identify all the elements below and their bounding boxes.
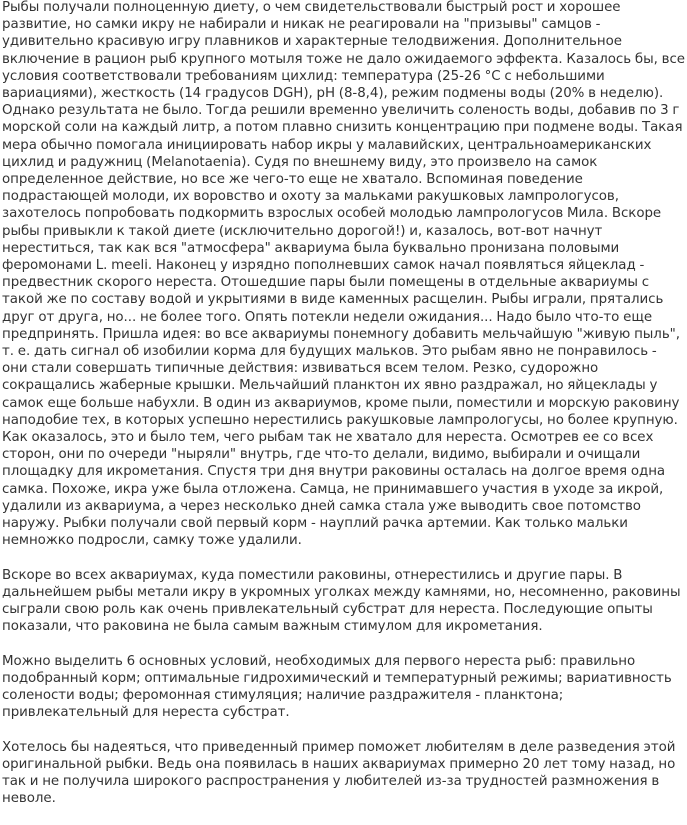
article-paragraph-2: Вскоре во всех аквариумах, куда поместили раковины, отнерестились и другие пары. В дальнейшем рыбы метали икру в укромных уголках между камнями, но, несомненно, раковины сыграли свою роль как очень привлекательный субстрат для нереста. Последующие опыты показали, что раковина не была самым важным стимулом для икрометания. xyxy=(2,567,681,635)
article-paragraph-3: Можно выделить 6 основных условий, необходимых для первого нереста рыб: правильно подобранный корм; оптимальные гидрохимический и температурный режимы; вариативность солености воды; феромонная стимуляция; наличие раздражителя - планктона; привлекательный для нереста субстрат. xyxy=(2,653,672,721)
article-body xyxy=(2,0,685,825)
article-paragraph-4: Хотелось бы надеяться, что приведенный пример поможет любителям в деле разведения этой оригинальной рыбки. Ведь она появилась в наших аквариумах примерно 20 лет тому назад, но так и не получила широкого распространения у любителей из-за трудностей размножения в неволе. xyxy=(2,739,676,807)
article-paragraph-1: Рыбы получали полноценную диету, о чем свидетельствовали быстрый рост и хорошее развитие, но самки икру не набирали и никак не реагировали на "призывы" самцов - удивительно красивую игру плавников и характерные телодвижения. Дополнительное включение в рацион рыб крупного мотыля тоже не дало ожидаемого эффекта. Казалось бы, все условия соответствовали требованиям цихлид: температура (25-26 °С с небольшими вариациями), жесткость (14 градусов DGH), pH (8-8,4), режим подмены воды (20% в неделю). Однако результата не было. Тогда решили временно увеличить соленость воды, добавив по 3 г морской соли на каждый литр, а потом плавно снизить концентрацию при подмене воды. Такая мера обычно помогала инициировать набор икры у малавийских, центральноамериканских цихлид и радужниц (Melanotaenia). Судя по внешнему виду, это произвело на самок определенное действие, но все же чего-то еще не хватало. Вспоминая поведение подрастающей молоди, их воровство и охоту за мальками ракушковых лампрологусов, захотелось попробовать подкормить взрослых особей молодью лампрологусов Мила. Вскоре рыбы привыкли к такой диете (исключительно дорогой!) и, казалось, вот-вот начнут нереститься, так как вся "атмосфера" аквариума была буквально пронизана половыми феромонами L. meeli. Наконец у изрядно пополневших самок начал появляться яйцеклад - предвестник скорого нереста. Отошедшие пары были помещены в отдельные аквариумы с такой же по составу водой и укрытиями в виде каменных расщелин. Рыбы играли, прятались друг от друга, но... не более того. Опять потекли недели ожидания... Надо было что-то еще предпринять. Пришла идея: во все аквариумы понемногу добавить мельчайшую "живую пыль", т. е. дать сигнал об изобилии корма для будущих мальков. Это рыбам явно не понравилось - они стали совершать типичные действия: извиваться всем телом. Резко, судорожно сокращались жаберные крышки. Мельчайший планктон их явно раздражал, но яйцеклады у самок еще больше набухли. В один из аквариумов, кроме пыли, поместили и морскую раковину наподобие тех, в которых успешно нерестились ракушковые лампрологусы, но более крупную. Как оказалось, это и было тем, чего рыбам так не хватало для нереста. Осмотрев ее со всех сторон, они по очереди "ныряли" внутрь, где что-то делали, видимо, выбирали и очищали площадку для икрометания. Спустя три дня внутри раковины осталась на долгое время одна самка. Похоже, икра уже была отложена. Самца, не принимавшего участия в уходе за икрой, удалили из аквариума, а через несколько дней самка стала уже выводить свое потомство наружу. Рыбки получали свой первый корм - науплий рачка артемии. Как только мальки немножко подросли, самку тоже удалили. xyxy=(2,0,685,549)
